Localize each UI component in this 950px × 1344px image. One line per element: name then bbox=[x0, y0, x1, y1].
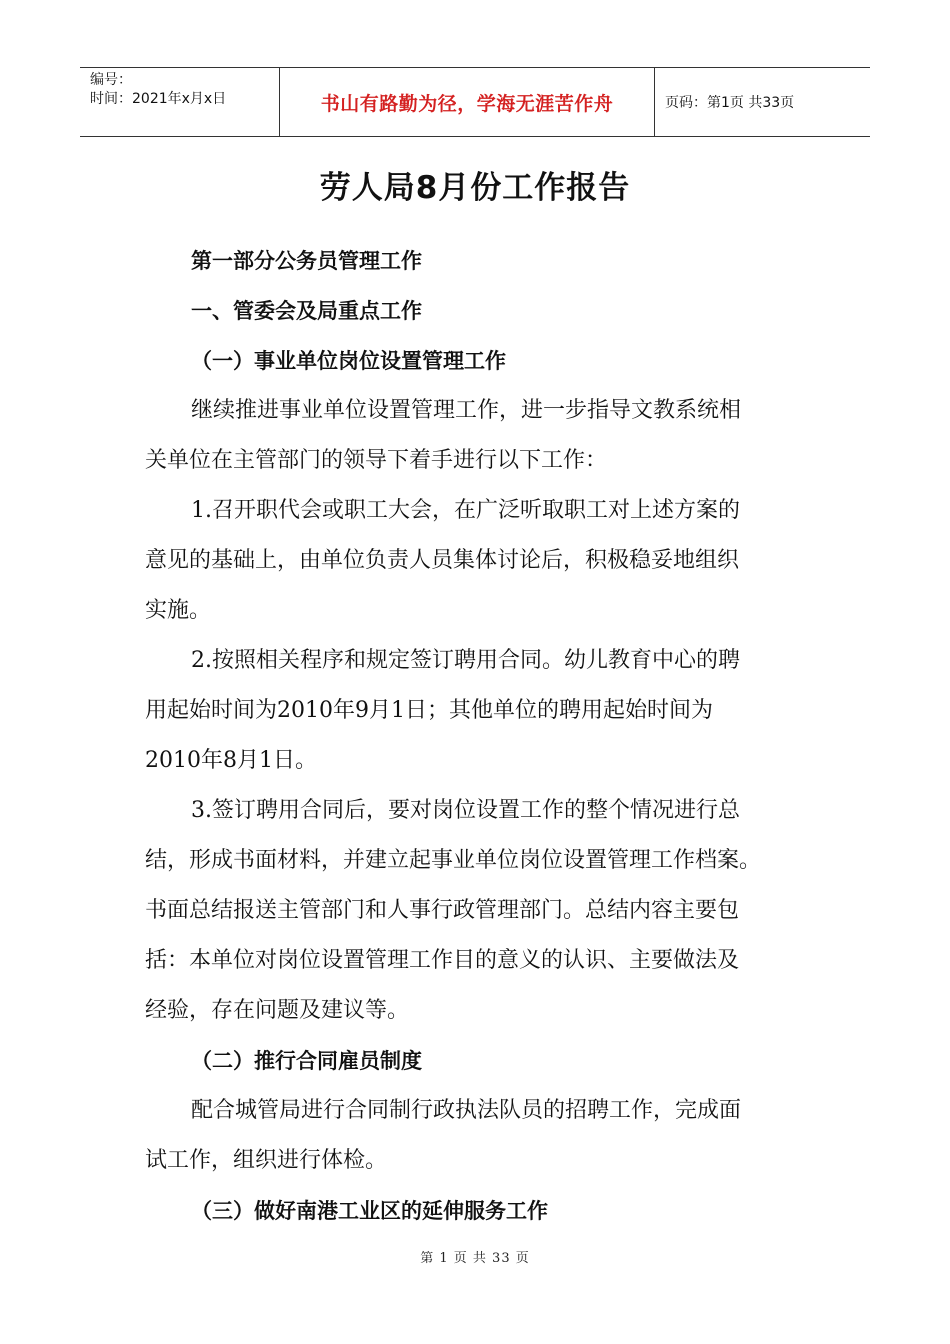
document-header bbox=[80, 67, 870, 137]
paragraph-line: 3.签订聘用合同后，要对岗位设置工作的整个情况进行总 bbox=[191, 798, 740, 823]
paragraph-line: 配合城管局进行合同制行政执法队员的招聘工作，完成面 bbox=[191, 1098, 742, 1123]
paragraph-line: 2.按照相关程序和规定签订聘用合同。幼儿教育中心的聘 bbox=[191, 648, 740, 673]
subsection-heading: （一）事业单位岗位设置管理工作 bbox=[191, 349, 506, 373]
paragraph-line: 继续推进事业单位设置管理工作，进一步指导文教系统相 bbox=[191, 398, 742, 423]
paragraph-line: 意见的基础上，由单位负责人员集体讨论后，积极稳妥地组织 bbox=[145, 548, 740, 573]
paragraph-line: 经验，存在问题及建议等。 bbox=[145, 998, 410, 1023]
paragraph-line: 实施。 bbox=[145, 598, 212, 623]
paragraph-line: 书面总结报送主管部门和人事行政管理部门。总结内容主要包 bbox=[145, 898, 740, 923]
paragraph-line: 结，形成书面材料，并建立起事业单位岗位设置管理工作档案。 bbox=[145, 848, 762, 873]
subsection-heading: （二）推行合同雇员制度 bbox=[191, 1049, 422, 1073]
paragraph-line: 用起始时间为2010年9月1日；其他单位的聘用起始时间为 bbox=[145, 698, 713, 723]
page-footer: 第 1 页 共 33 页 bbox=[420, 1251, 530, 1266]
section-heading: 一、管委会及局重点工作 bbox=[191, 299, 422, 323]
time-label: 时间：2021年x月x日 bbox=[90, 91, 227, 107]
document-body bbox=[145, 236, 835, 1236]
paragraph-line: 试工作，组织进行体检。 bbox=[145, 1148, 388, 1173]
section-heading: 第一部分公务员管理工作 bbox=[191, 249, 422, 273]
paragraph-line: 2010年8月1日。 bbox=[145, 748, 317, 773]
paragraph-line: 括：本单位对岗位设置管理工作目的意义的认识、主要做法及 bbox=[145, 948, 740, 973]
subsection-heading: （三）做好南港工业区的延伸服务工作 bbox=[191, 1199, 548, 1223]
header-meta-cell bbox=[80, 68, 280, 136]
document-title: 劳人局8月份工作报告 bbox=[319, 170, 631, 206]
header-page-info: 页码：第1页 共33页 bbox=[665, 95, 795, 111]
paragraph-line: 关单位在主管部门的领导下着手进行以下工作： bbox=[145, 448, 608, 473]
paragraph-line: 1.召开职代会或职工大会，在广泛听取职工对上述方案的 bbox=[191, 498, 740, 523]
number-label: 编号： bbox=[90, 72, 132, 88]
header-motto: 书山有路勤为径，学海无涯苦作舟 bbox=[280, 68, 655, 136]
